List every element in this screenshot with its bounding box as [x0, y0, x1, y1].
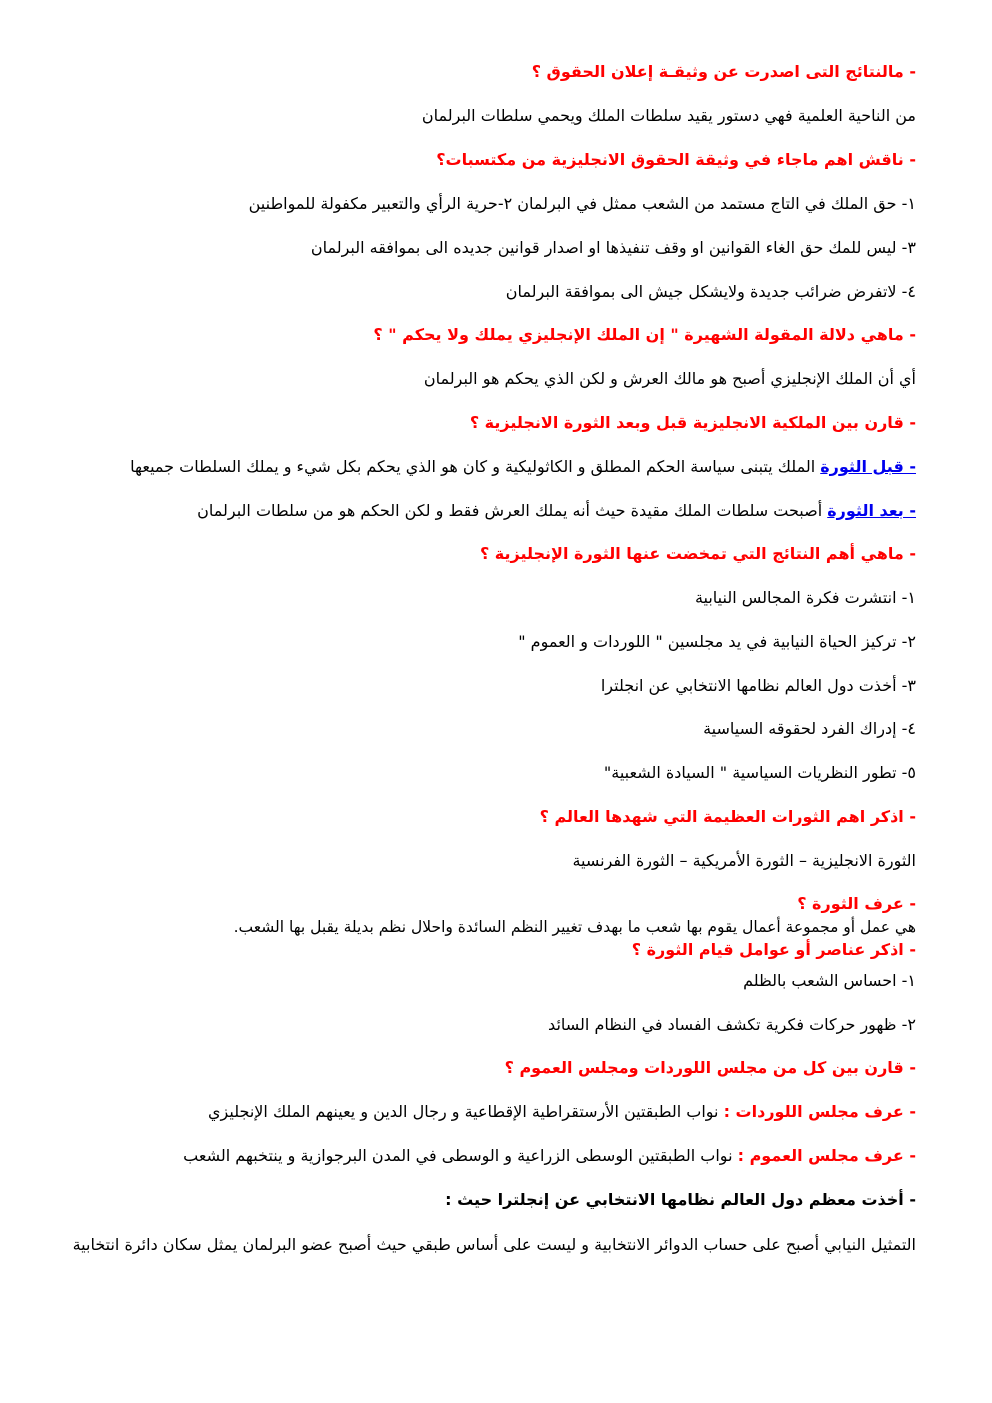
answer-define-revolution: هي عمل أو مجموعة أعمال يقوم بها شعب ما بهدف تغيير النظم السائدة واحلال نظم بديلة يقبل بها الشعب.	[233, 918, 916, 936]
house-of-commons-text: نواب الطبقتين الوسطى الزراعية و الوسطى في المدن البرجوازية و ينتخبهم الشعب	[183, 1146, 738, 1165]
answer-factor-2: ٢- ظهور حركات فكرية تكشف الفساد في النظام السائد	[548, 1015, 916, 1034]
house-of-lords-text: نواب الطبقتين الأرستقراطية الإقطاعية و رجال الدين و يعينهم الملك الإنجليزي	[208, 1102, 724, 1121]
question-compare-houses: - قارن بين كل من مجلس اللوردات ومجلس العموم ؟	[504, 1058, 916, 1077]
answer-great-revolutions: الثورة الانجليزية – الثورة الأمريكية – الثورة الفرنسية	[572, 851, 916, 870]
question-define-revolution: - عرف الثورة ؟	[797, 894, 916, 913]
answer-gain-4: ٤- لاتفرض ضرائب جديدة ولايشكل جيش الى بموافقة البرلمان	[505, 282, 916, 301]
answer-result-5: ٥- تطور النظريات السياسية " السيادة الشعبية"	[603, 763, 916, 782]
after-revolution-text: أصبحت سلطات الملك مقيدة حيث أنه يملك العرش فقط و لكن الحكم هو من سلطات البرلمان	[197, 501, 828, 520]
answer-after-revolution	[60, 500, 916, 522]
question-declaration-results: - مالنتائج التى اصدرت عن وثيقـة إعلان الحقوق ؟	[531, 62, 916, 81]
answer-result-4: ٤- إدراك الفرد لحقوقه السياسية	[703, 719, 916, 738]
answer-result-1: ١- انتشرت فكرة المجالس النيابية	[694, 588, 916, 607]
answer-gain-1-2: ١- حق الملك في التاج مستمد من الشعب ممثل في البرلمان ٢-حرية الرأي والتعبير مكفولة للمواطنين	[248, 194, 916, 213]
house-of-lords-label: - عرف مجلس اللوردات :	[723, 1102, 916, 1121]
question-compare-monarchy: - قارن بين الملكية الانجليزية قبل وبعد الثورة الانجليزية ؟	[469, 413, 916, 432]
before-revolution-text: الملك يتبنى سياسة الحكم المطلق و الكاثوليكية و كان هو الذي يحكم بكل شيء و يملك السلطات جميعها	[130, 457, 821, 476]
answer-before-revolution	[60, 456, 916, 478]
answer-result-2: ٢- تركيز الحياة النيابية في يد مجلسين " اللوردات و العموم "	[518, 632, 916, 651]
question-famous-saying: - ماهي دلالة المقولة الشهيرة " إن الملك الإنجليزي يملك ولا يحكم " ؟	[373, 325, 916, 344]
answer-famous-saying: أي أن الملك الإنجليزي أصبح هو مالك العرش و لكن الذي يحكم هو البرلمان	[423, 369, 916, 388]
document-page	[60, 0, 916, 1403]
before-revolution-link[interactable]: - قبل الثورة	[820, 457, 916, 476]
question-great-revolutions: - اذكر اهم الثورات العظيمة التي شهدها العالم ؟	[539, 807, 916, 826]
answer-declaration-results: من الناحية العلمية فهي دستور يقيد سلطات الملك ويحمي سلطات البرلمان	[421, 106, 916, 125]
answer-electoral-system: التمثيل النيابي أصبح على حساب الدوائر الانتخابية و ليست على أساس طبقي حيث أصبح عضو البرلمان يمثل سكان دائرة انتخابية	[72, 1235, 916, 1254]
house-of-commons-label: - عرف مجلس العموم :	[737, 1146, 916, 1165]
answer-gain-3: ٣- ليس للمك حق الغاء القوانين او وقف تنفيذها او اصدار قوانين جديده الى بموافقه البرلمان	[310, 238, 916, 257]
answer-house-of-lords	[60, 1101, 916, 1123]
answer-result-3: ٣- أخذت دول العالم نظامها الانتخابي عن انجلترا	[600, 676, 916, 695]
answer-house-of-commons	[60, 1145, 916, 1167]
question-revolution-results: - ماهي أهم النتائج التي تمخضت عنها الثورة الإنجليزية ؟	[479, 544, 916, 563]
after-revolution-link[interactable]: - بعد الثورة	[827, 501, 916, 520]
question-bill-of-rights-gains: - ناقش اهم ماجاء في وثيقة الحقوق الانجليزية من مكتسبات؟	[436, 150, 916, 169]
answer-factor-1: ١- احساس الشعب بالظلم	[743, 971, 916, 990]
question-revolution-factors: - اذكر عناصر أو عوامل قيام الثورة ؟	[631, 940, 916, 959]
statement-electoral-system: - أخذت معظم دول العالم نظامها الانتخابي عن إنجلترا حيث :	[445, 1190, 916, 1209]
